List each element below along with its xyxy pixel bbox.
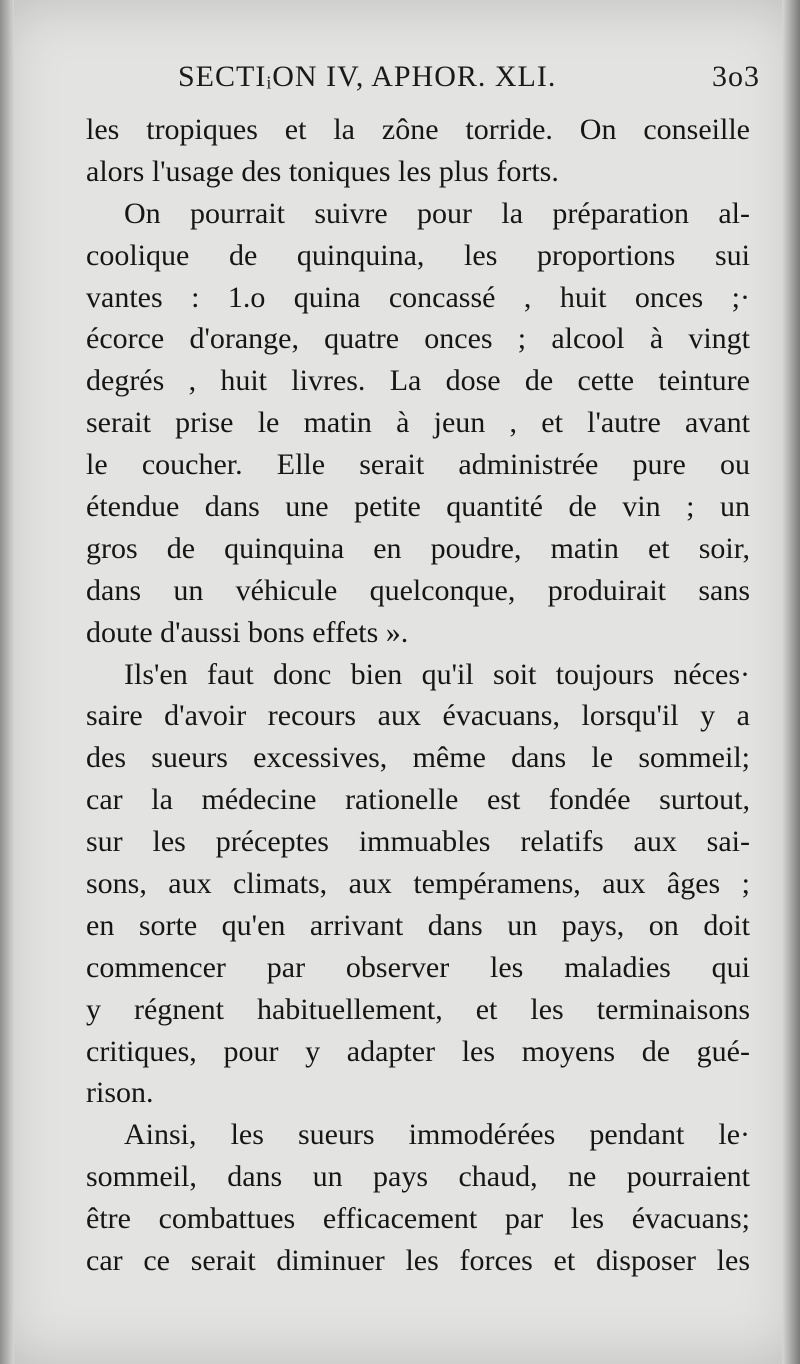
text-line: des sueurs excessives, même dans le sommeil; <box>86 741 750 775</box>
text-line: critiques, pour y adapter les moyens de gué- <box>86 1034 750 1068</box>
text-line: saire d'avoir recours aux évacuans, lorsqu'il y a <box>86 699 750 733</box>
page-edge-left <box>0 0 14 1364</box>
page-number: 3o3 <box>712 60 760 93</box>
text-line: le coucher. Elle serait administrée pure ou <box>86 448 750 482</box>
text-line: car ce serait diminuer les forces et disposer les <box>86 1244 750 1278</box>
text-line: dans un véhicule quelconque, produirait sans <box>86 573 750 607</box>
text-line: coolique de quinquina, les proportions sui <box>86 238 750 272</box>
text-line: Ils'en faut donc bien qu'il soit toujours néces· <box>124 657 750 691</box>
text-line: commencer par observer les maladies qui <box>86 950 750 984</box>
text-line: serait prise le matin à jeun , et l'autre avant <box>86 406 750 440</box>
text-line: sommeil, dans un pays chaud, ne pourraient <box>86 1160 750 1194</box>
page-edge-right <box>782 0 800 1364</box>
text-line: les tropiques et la zône torride. On conseille <box>86 113 750 146</box>
text-line: On pourrait suivre pour la préparation al- <box>124 196 750 230</box>
text-line: Ainsi, les sueurs immodérées pendant le· <box>124 1118 750 1152</box>
body-text <box>86 109 750 1282</box>
text-line: être combattues efficacement par les évacuans; <box>86 1202 750 1236</box>
text-line: sons, aux climats, aux tempéramens, aux âges ; <box>86 867 750 901</box>
text-line: car la médecine rationelle est fondée surtout, <box>86 783 750 817</box>
page-header <box>178 60 760 100</box>
text-line: doute d'aussi bons effets ». <box>86 615 409 649</box>
text-line: degrés , huit livres. La dose de cette teinture <box>86 364 750 398</box>
text-line: alors l'usage des toniques les plus forts. <box>86 154 559 188</box>
text-line: étendue dans une petite quantité de vin ; un <box>86 490 750 524</box>
text-line: en sorte qu'en arrivant dans un pays, on doit <box>86 908 750 942</box>
text-line: y régnent habituellement, et les terminaisons <box>86 992 750 1026</box>
text-line: gros de quinquina en poudre, matin et soir, <box>86 531 750 565</box>
running-head: SECTIᵢON IV, APHOR. XLI. <box>178 60 557 93</box>
text-line: écorce d'orange, quatre onces ; alcool à vingt <box>86 322 750 356</box>
text-line: sur les préceptes immuables relatifs aux sai- <box>86 825 750 859</box>
text-line: rison. <box>86 1076 154 1110</box>
text-line: vantes : 1.o quina concassé , huit onces ;· <box>86 280 750 314</box>
